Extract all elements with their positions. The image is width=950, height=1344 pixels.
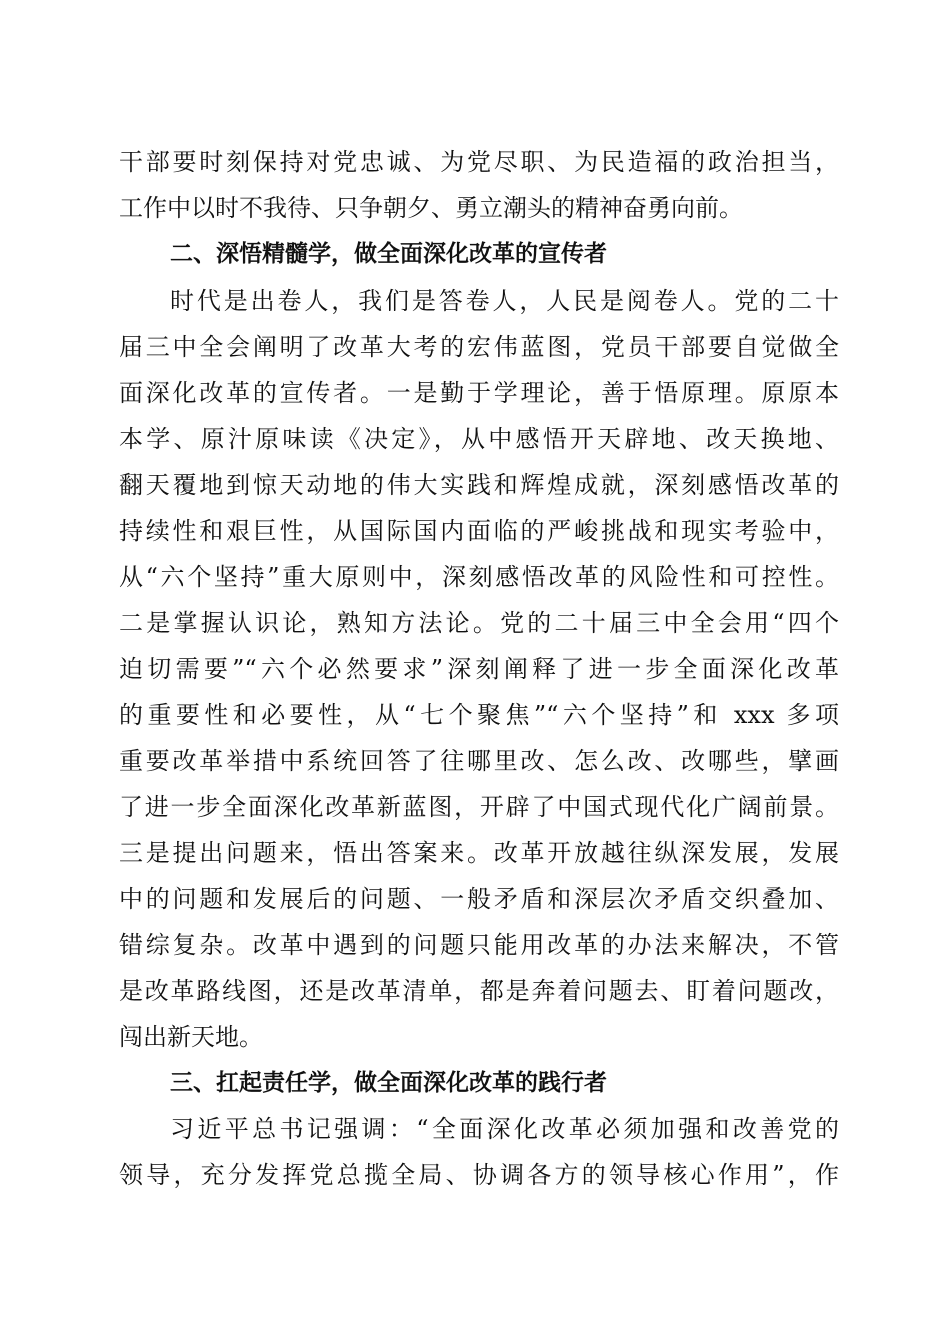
section-two-line-8: 二是掌握认识论，熟知方法论。党的二十届三中全会用“四个 [119, 609, 839, 637]
section-two-line-15: 错综复杂。改革中遇到的问题只能用改革的办法来解决，不管 [119, 931, 839, 959]
intro-line-2: 工作中以时不我待、只争朝夕、勇立潮头的精神奋勇向前。 [119, 194, 743, 222]
section-two-line-4: 本学、原汁原味读《决定》，从中感悟开天辟地、改天换地、 [119, 425, 839, 453]
section-two-line-13: 三是提出问题来，悟出答案来。改革开放越往纵深发展，发展 [119, 839, 839, 867]
section-two-line-1: 时代是出卷人，我们是答卷人，人民是阅卷人。党的二十 [170, 287, 839, 315]
section-two-heading: 二、深悟精髓学，做全面深化改革的宣传者 [170, 241, 607, 267]
section-two-line-2: 届三中全会阐明了改革大考的宏伟蓝图，党员干部要自觉做全 [119, 333, 839, 361]
section-two-line-5: 翻天覆地到惊天动地的伟大实践和辉煌成就，深刻感悟改革的 [119, 471, 839, 499]
section-two-line-9: 迫切需要”“六个必然要求”深刻阐释了进一步全面深化改革 [119, 655, 839, 683]
section-two-line-11: 重要改革举措中系统回答了往哪里改、怎么改、改哪些，擘画 [119, 747, 839, 775]
section-two-line-6: 持续性和艰巨性，从国际国内面临的严峻挑战和现实考验中， [119, 517, 839, 545]
section-two-line-12: 了进一步全面深化改革新蓝图，开辟了中国式现代化广阔前景。 [119, 793, 839, 821]
section-three-heading: 三、扛起责任学，做全面深化改革的践行者 [170, 1070, 607, 1096]
section-two-line-16: 是改革路线图，还是改革清单，都是奔着问题去、盯着问题改， [119, 977, 839, 1005]
section-two-line-10: 的重要性和必要性，从“七个聚焦”“六个坚持”和 xxx 多项 [119, 701, 839, 729]
intro-line-1: 干部要时刻保持对党忠诚、为党尽职、为民造福的政治担当， [119, 148, 839, 176]
section-three-line-1: 习近平总书记强调：“全面深化改革必须加强和改善党的 [170, 1115, 839, 1143]
section-two-line-17: 闯出新天地。 [119, 1023, 263, 1051]
section-three-line-2: 领导，充分发挥党总揽全局、协调各方的领导核心作用”，作 [119, 1161, 839, 1189]
section-two-line-7: 从“六个坚持”重大原则中，深刻感悟改革的风险性和可控性。 [119, 563, 839, 591]
section-two-line-14: 中的问题和发展后的问题、一般矛盾和深层次矛盾交织叠加、 [119, 885, 839, 913]
section-two-line-3: 面深化改革的宣传者。一是勤于学理论，善于悟原理。原原本 [119, 379, 839, 407]
